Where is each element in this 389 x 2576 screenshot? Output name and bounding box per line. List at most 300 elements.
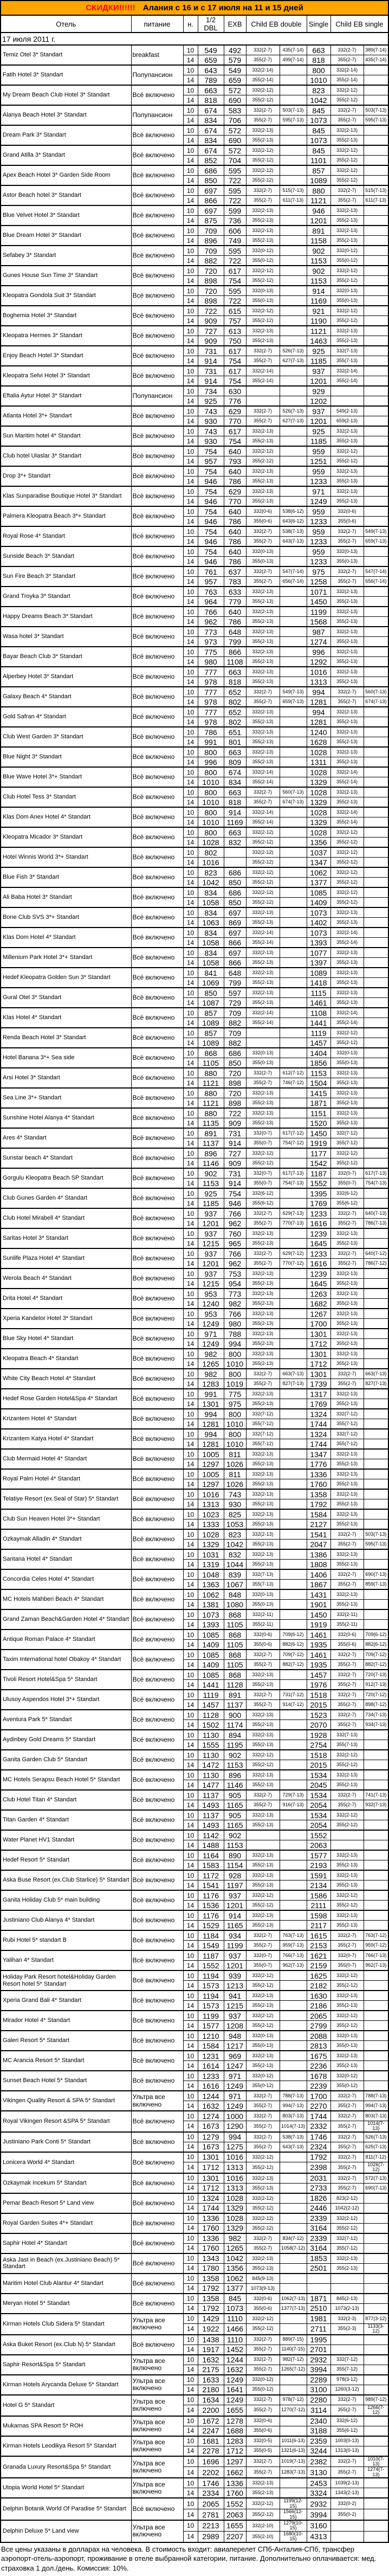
child-eb-double-1-cell: 332(2-13) bbox=[246, 727, 280, 737]
child-eb-double-1-cell: 332(2-14) bbox=[246, 767, 280, 777]
child-eb-single-1-cell bbox=[330, 2345, 364, 2355]
child-eb-single-2-cell bbox=[364, 1810, 388, 1820]
single-cell: 1792 bbox=[307, 1499, 330, 1510]
child-eb-single-2-cell bbox=[364, 205, 388, 216]
child-eb-single-2-cell: 663(7-13) bbox=[364, 1369, 388, 1379]
hotel-name-cell: Sunlife Plaza Hotel 4* Standart bbox=[1, 1248, 131, 1268]
hotel-name-cell: Fatih Hotel 3* Standart bbox=[1, 65, 131, 85]
child-eb-single-2-cell bbox=[364, 396, 388, 407]
single-cell: 929 bbox=[307, 386, 330, 396]
hotel-name-cell: Kirman Hotels Arycanda Deluxe 5* Standart bbox=[1, 2375, 131, 2395]
hotel-name-cell: Meryan Hotel 5* Standart bbox=[1, 2294, 131, 2314]
hotel-row bbox=[1, 185, 388, 196]
child-eb-double-2-cell: 1019(7-13) bbox=[280, 2456, 307, 2467]
single-cell: 1628 bbox=[307, 737, 330, 748]
dbl-cell: 818 bbox=[198, 95, 224, 106]
child-eb-double-2-cell bbox=[280, 1680, 307, 1690]
child-eb-single-2-cell bbox=[364, 1289, 388, 1299]
meals-cell: Всё включено bbox=[131, 286, 183, 306]
child-eb-double-2-cell bbox=[280, 2253, 307, 2264]
dbl-cell: 720 bbox=[198, 286, 224, 296]
child-eb-single-2-cell bbox=[364, 1279, 388, 1289]
child-eb-single-1-cell: 332(2-12) bbox=[330, 1148, 364, 1158]
dbl-cell: 982 bbox=[198, 1369, 224, 1379]
nights-cell: 10 bbox=[183, 1770, 198, 1780]
single-cell: 1108 bbox=[307, 1008, 330, 1018]
child-eb-double-1-cell: 332(2-10) bbox=[246, 2520, 280, 2531]
meals-cell: Всё включено bbox=[131, 2294, 183, 2314]
hotel-name-cell: Club Hotel Tess 3* Standart bbox=[1, 787, 131, 807]
child-eb-single-2-cell: 754(7-13) bbox=[364, 1178, 388, 1189]
single-cell: 1901 bbox=[307, 1600, 330, 1610]
hotel-row bbox=[1, 587, 388, 597]
nights-cell: 14 bbox=[183, 2041, 198, 2051]
exb-cell: 799 bbox=[224, 637, 246, 647]
single-cell: 1169 bbox=[307, 296, 330, 306]
exb-cell: 894 bbox=[224, 1730, 246, 1740]
child-eb-single-2-cell bbox=[364, 1199, 388, 1209]
child-eb-double-2-cell: 1270(7-12) bbox=[280, 2405, 307, 2416]
meals-cell: Всё включено bbox=[131, 1248, 183, 1268]
dbl-cell: 898 bbox=[198, 296, 224, 306]
hotel-name-cell: Ozkaymak Alladin 4* Standart bbox=[1, 1529, 131, 1549]
dbl-cell: 1780 bbox=[198, 2263, 224, 2274]
child-eb-single-2-cell: 1133(3-12) bbox=[364, 2323, 388, 2334]
exb-cell: 900 bbox=[224, 1710, 246, 1720]
exb-cell: 896 bbox=[224, 1770, 246, 1780]
nights-cell: 14 bbox=[183, 2426, 198, 2436]
child-eb-double-1-cell: 355(2-13) bbox=[246, 2061, 280, 2071]
single-cell: 1089 bbox=[307, 176, 330, 186]
hotel-name-cell: MC Hotels Mahberi Beach 4* Standart bbox=[1, 1589, 131, 1609]
nights-cell: 14 bbox=[183, 878, 198, 888]
child-eb-single-1-cell: 332(2-13) bbox=[330, 1268, 364, 1279]
child-eb-double-1-cell: 355(2-13) bbox=[246, 216, 280, 226]
exb-cell: 1165 bbox=[224, 1800, 246, 1811]
child-eb-double-2-cell: 770(7-13) bbox=[280, 1219, 307, 1229]
single-cell: 3994 bbox=[307, 2365, 330, 2375]
nights-cell: 10 bbox=[183, 1208, 198, 1219]
dbl-cell: 953 bbox=[198, 1309, 224, 1319]
meals-cell: Всё включено bbox=[131, 587, 183, 607]
hotel-row bbox=[1, 1589, 388, 1600]
hotel-row bbox=[1, 326, 388, 336]
exb-cell: 866 bbox=[224, 938, 246, 948]
single-cell: 2015 bbox=[307, 1700, 330, 1710]
child-eb-single-1-cell: 355(2-13) bbox=[330, 1499, 364, 1510]
nights-cell: 10 bbox=[183, 1991, 198, 2001]
child-eb-single-1-cell: 355(2-7) bbox=[330, 1219, 364, 1229]
single-cell: 1995 bbox=[307, 2335, 330, 2345]
child-eb-single-1-cell bbox=[330, 2274, 364, 2284]
single-cell: 1301 bbox=[307, 1329, 330, 1339]
dbl-cell: 930 bbox=[198, 436, 224, 447]
child-eb-double-2-cell: 803(7-13) bbox=[280, 2111, 307, 2121]
child-eb-double-2-cell: 882(7-12) bbox=[280, 1660, 307, 1670]
single-cell: 921 bbox=[307, 306, 330, 316]
child-eb-single-1-cell: 355(7-12) bbox=[330, 1439, 364, 1450]
child-eb-double-2-cell: 1140(7-15) bbox=[280, 2345, 307, 2355]
meals-cell: Всё включено bbox=[131, 1048, 183, 1068]
nights-cell: 10 bbox=[183, 1609, 198, 1620]
child-eb-single-2-cell bbox=[364, 1499, 388, 1510]
child-eb-single-2-cell bbox=[364, 2416, 388, 2426]
single-cell: 2054 bbox=[307, 1820, 330, 1831]
child-eb-single-2-cell bbox=[364, 1339, 388, 1349]
child-eb-double-2-cell bbox=[280, 1048, 307, 1058]
hotel-name-cell: Club hotel Ulaslar 3* Standart bbox=[1, 446, 131, 466]
child-eb-double-1-cell: 355(2-13) bbox=[246, 1540, 280, 1550]
child-eb-single-1-cell: 1003(0-13) bbox=[330, 2436, 364, 2446]
exb-cell: 606 bbox=[224, 226, 246, 236]
child-eb-double-2-cell bbox=[280, 2152, 307, 2162]
child-eb-double-1-cell: 332(2-14) bbox=[246, 928, 280, 938]
child-eb-single-2-cell: 1026(7-12) bbox=[364, 2162, 388, 2173]
child-eb-single-1-cell: 355(2-13) bbox=[330, 757, 364, 768]
child-eb-double-1-cell: 355(2-7) bbox=[246, 697, 280, 707]
hotel-name-cell: Aydinbey Gold Dreams 5* Standart bbox=[1, 1730, 131, 1750]
child-eb-single-1-cell: 332(2-14) bbox=[330, 928, 364, 938]
exb-cell: 633 bbox=[224, 587, 246, 597]
child-eb-double-2-cell bbox=[280, 1299, 307, 1309]
child-eb-double-1-cell: 355(2-12) bbox=[246, 838, 280, 848]
child-eb-double-2-cell: 1321(6-13) bbox=[280, 2446, 307, 2456]
child-eb-double-1-cell: 355(2-12) bbox=[246, 1981, 280, 1991]
child-eb-double-1-cell: 355(2-13) bbox=[246, 1279, 280, 1289]
child-eb-double-1-cell: 332(2-13) bbox=[246, 2253, 280, 2264]
child-eb-double-2-cell bbox=[280, 587, 307, 597]
dbl-cell: 2334 bbox=[198, 2488, 224, 2498]
exb-cell: 637 bbox=[224, 566, 246, 577]
child-eb-double-2-cell bbox=[280, 1008, 307, 1018]
child-eb-single-1-cell: 355(7-12) bbox=[330, 2243, 364, 2253]
exb-cell: 1153 bbox=[224, 1760, 246, 1770]
exb-cell: 832 bbox=[224, 838, 246, 848]
child-eb-single-1-cell: 332(2-12) bbox=[330, 85, 364, 95]
single-cell: 1292 bbox=[307, 657, 330, 667]
meals-cell: Всё включено bbox=[131, 948, 183, 968]
hotel-row bbox=[1, 1449, 388, 1459]
child-eb-double-2-cell bbox=[280, 466, 307, 476]
dbl-cell: 996 bbox=[198, 757, 224, 768]
hotel-name-cell: Justiniano Park Conti 5* Standart bbox=[1, 2132, 131, 2152]
exb-cell: 898 bbox=[224, 1078, 246, 1089]
child-eb-double-1-cell: 332(2-13) bbox=[246, 1910, 280, 1921]
child-eb-double-2-cell bbox=[280, 1309, 307, 1319]
nights-cell: 10 bbox=[183, 466, 198, 476]
child-eb-single-1-cell: 355(2-7) bbox=[330, 196, 364, 206]
child-eb-single-1-cell: 332(2-13) bbox=[330, 1289, 364, 1299]
exb-cell: 1067 bbox=[224, 1580, 246, 1590]
child-eb-single-1-cell: 332(7-12) bbox=[330, 1429, 364, 1439]
child-eb-double-1-cell: 355(2-12) bbox=[246, 858, 280, 868]
banner-row bbox=[1, 1, 388, 15]
exb-cell: 914 bbox=[224, 1910, 246, 1921]
child-eb-double-1-cell: 332(2-13) bbox=[246, 326, 280, 336]
nights-cell: 14 bbox=[183, 1881, 198, 1891]
hotel-name-cell: Titan Garden 4* Standart bbox=[1, 1810, 131, 1830]
child-eb-double-2-cell bbox=[280, 316, 307, 326]
single-cell: 1712 bbox=[307, 1359, 330, 1369]
child-eb-double-2-cell bbox=[280, 757, 307, 768]
exb-cell: 686 bbox=[224, 867, 246, 878]
child-eb-double-1-cell: 355(0-7) bbox=[246, 1961, 280, 1971]
child-eb-double-1-cell: 355(2-7) bbox=[246, 356, 280, 366]
hotel-row bbox=[1, 1048, 388, 1058]
child-eb-double-2-cell: 538(6-12) bbox=[280, 506, 307, 517]
nights-cell: 14 bbox=[183, 497, 198, 507]
child-eb-double-1-cell: 332(2-7) bbox=[246, 1208, 280, 1219]
exb-cell: 1655 bbox=[224, 2405, 246, 2416]
child-eb-double-2-cell bbox=[280, 1419, 307, 1429]
child-eb-double-2-cell: 709(6-12) bbox=[280, 1630, 307, 1640]
child-eb-single-1-cell: 332(0-12) bbox=[330, 2071, 364, 2081]
single-cell: 1534 bbox=[307, 1770, 330, 1780]
child-eb-double-1-cell: 332(2-7) bbox=[246, 2335, 280, 2345]
child-eb-single-1-cell: 355(2-12) bbox=[330, 838, 364, 848]
child-eb-single-2-cell bbox=[364, 216, 388, 226]
hotel-name-cell: Klas Sunparadise Boutique Hotel 3* Standart bbox=[1, 486, 131, 506]
hotel-name-cell: Krizantem Katya Hotel 4* Standart bbox=[1, 1429, 131, 1449]
child-eb-single-1-cell bbox=[330, 1830, 364, 1840]
child-eb-single-2-cell bbox=[364, 2011, 388, 2021]
dbl-cell: 777 bbox=[198, 687, 224, 697]
exb-cell: 801 bbox=[224, 737, 246, 748]
dbl-cell: 1187 bbox=[198, 1950, 224, 1961]
single-cell: 1115 bbox=[307, 988, 330, 998]
child-eb-double-1-cell: 332(2-13) bbox=[246, 1389, 280, 1399]
dbl-cell: 1194 bbox=[198, 1970, 224, 1981]
exb-cell: 868 bbox=[224, 1670, 246, 1680]
nights-cell: 10 bbox=[183, 266, 198, 276]
single-cell: 3244 bbox=[307, 2446, 330, 2456]
child-eb-double-1-cell: 332(0-13) bbox=[246, 546, 280, 557]
exb-cell: 690 bbox=[224, 95, 246, 106]
hotel-row bbox=[1, 2335, 388, 2345]
exb-cell: 850 bbox=[224, 878, 246, 888]
exb-cell: 948 bbox=[224, 2031, 246, 2041]
child-eb-double-2-cell: 499(7-14) bbox=[280, 55, 307, 66]
single-cell: 1744 bbox=[307, 2111, 330, 2121]
nights-cell: 14 bbox=[183, 2531, 198, 2542]
hotel-row bbox=[1, 2498, 388, 2509]
hotel-row bbox=[1, 1188, 388, 1199]
hotel-name-cell: Wasa hotel 3* Standart bbox=[1, 627, 131, 647]
hotel-row bbox=[1, 1068, 388, 1078]
child-eb-double-1-cell: 332(2-7) bbox=[246, 185, 280, 196]
nights-cell: 10 bbox=[183, 125, 198, 136]
hotel-row bbox=[1, 105, 388, 115]
child-eb-single-2-cell bbox=[364, 436, 388, 447]
child-eb-single-2-cell bbox=[364, 2498, 388, 2509]
dbl-cell: 743 bbox=[198, 426, 224, 436]
child-eb-double-2-cell: 656(7-14) bbox=[280, 577, 307, 587]
child-eb-double-2-cell bbox=[280, 1279, 307, 1289]
single-cell: 1853 bbox=[307, 2253, 330, 2264]
single-cell: 880 bbox=[307, 185, 330, 196]
child-eb-single-1-cell: 355(2-13) bbox=[330, 998, 364, 1008]
dbl-cell: 2781 bbox=[198, 2509, 224, 2520]
child-eb-single-1-cell: 332(2-7) bbox=[330, 2132, 364, 2142]
nights-cell: 10 bbox=[183, 687, 198, 697]
nights-cell: 14 bbox=[183, 978, 198, 988]
nights-cell: 14 bbox=[183, 1299, 198, 1309]
single-cell: 1976 bbox=[307, 1680, 330, 1690]
nights-cell: 10 bbox=[183, 1750, 198, 1760]
child-eb-single-2-cell bbox=[364, 1048, 388, 1058]
child-eb-single-1-cell: 332(2-7) bbox=[330, 1670, 364, 1680]
single-cell: 1450 bbox=[307, 597, 330, 607]
exb-cell: 905 bbox=[224, 1810, 246, 1820]
exb-cell: 930 bbox=[224, 1499, 246, 1510]
dbl-cell: 1265 bbox=[198, 1359, 224, 1369]
child-eb-double-1-cell: 332(0-12) bbox=[246, 2071, 280, 2081]
child-eb-single-1-cell: 355(2-3) bbox=[330, 2323, 364, 2334]
child-eb-double-1-cell: 332(2-13) bbox=[246, 1509, 280, 1519]
hotel-row bbox=[1, 1268, 388, 1279]
single-cell: 2088 bbox=[307, 2031, 330, 2041]
exb-cell: 969 bbox=[224, 2051, 246, 2061]
child-eb-single-1-cell: 355(2-13) bbox=[330, 1339, 364, 1349]
child-eb-double-2-cell bbox=[280, 266, 307, 276]
dbl-cell: 980 bbox=[198, 657, 224, 667]
child-eb-double-2-cell bbox=[280, 878, 307, 888]
nights-cell: 14 bbox=[183, 1339, 198, 1349]
single-cell: 2340 bbox=[307, 2416, 330, 2426]
child-eb-double-1-cell: 332(0-13) bbox=[246, 286, 280, 296]
nights-cell: 14 bbox=[183, 777, 198, 788]
child-eb-single-2-cell bbox=[364, 1509, 388, 1519]
dbl-cell: 1215 bbox=[198, 1279, 224, 1289]
child-eb-single-2-cell bbox=[364, 817, 388, 828]
child-eb-double-2-cell bbox=[280, 1569, 307, 1580]
child-eb-double-1-cell: 332(2-12) bbox=[246, 165, 280, 176]
child-eb-double-1-cell: 355(2-14) bbox=[246, 75, 280, 86]
dbl-cell: 937 bbox=[198, 1228, 224, 1239]
child-eb-single-1-cell: 332(2-7) bbox=[330, 1369, 364, 1379]
child-eb-double-2-cell bbox=[280, 2193, 307, 2204]
single-cell: 1409 bbox=[307, 898, 330, 908]
single-cell: 1151 bbox=[307, 1108, 330, 1118]
dbl-cell: 1215 bbox=[198, 1239, 224, 1249]
meals-cell: Всё включено bbox=[131, 1730, 183, 1750]
child-eb-double-1-cell: 355(2-11) bbox=[246, 1620, 280, 1630]
hotel-row bbox=[1, 446, 388, 456]
nights-cell: 10 bbox=[183, 566, 198, 577]
nights-cell: 14 bbox=[183, 2405, 198, 2416]
exb-cell: 572 bbox=[224, 145, 246, 156]
meals-cell: Всё включено bbox=[131, 566, 183, 587]
child-eb-double-1-cell: 332(2-7) bbox=[246, 2132, 280, 2142]
child-eb-double-2-cell bbox=[280, 246, 307, 256]
meals-cell: Всё включено bbox=[131, 1409, 183, 1429]
exb-cell: 617 bbox=[224, 266, 246, 276]
child-eb-double-2-cell bbox=[280, 1881, 307, 1891]
single-cell: 1415 bbox=[307, 1088, 330, 1098]
dbl-cell: 1283 bbox=[198, 1379, 224, 1389]
child-eb-double-2-cell bbox=[280, 256, 307, 266]
hotel-name-cell: Palmera Kleopatra Beach 3*+ Standart bbox=[1, 506, 131, 526]
single-cell bbox=[307, 2274, 330, 2284]
child-eb-single-1-cell: 355(2-13) bbox=[330, 476, 364, 487]
child-eb-single-1-cell: 332(2-7) bbox=[330, 45, 364, 55]
single-cell: 1598 bbox=[307, 1910, 330, 1921]
dbl-cell: 896 bbox=[198, 1148, 224, 1158]
nights-cell: 10 bbox=[183, 2436, 198, 2446]
child-eb-single-2-cell bbox=[364, 2243, 388, 2253]
nights-cell: 14 bbox=[183, 456, 198, 467]
child-eb-double-2-cell bbox=[280, 65, 307, 75]
child-eb-single-2-cell bbox=[364, 426, 388, 436]
single-cell: 1073 bbox=[307, 136, 330, 146]
child-eb-single-2-cell: 959(7-12) bbox=[364, 1941, 388, 1951]
nights-cell: 14 bbox=[183, 1319, 198, 1329]
exb-cell: 1201 bbox=[224, 1901, 246, 1911]
hotel-row bbox=[1, 1008, 388, 1018]
hotel-name-cell: My Dream Beach Club Hotel 3* Standart bbox=[1, 85, 131, 105]
child-eb-double-1-cell: 332(0-13) bbox=[246, 1048, 280, 1058]
meals-cell: Всё включено bbox=[131, 125, 183, 145]
dbl-cell: 1712 bbox=[198, 2183, 224, 2193]
single-cell: 2932 bbox=[307, 2498, 330, 2509]
hotel-row bbox=[1, 1630, 388, 1640]
child-eb-single-1-cell: 332(2-13) bbox=[330, 1088, 364, 1098]
child-eb-single-2-cell: 709(6-12) bbox=[364, 1630, 388, 1640]
child-eb-double-2-cell bbox=[280, 1549, 307, 1560]
dbl-cell: 852 bbox=[198, 156, 224, 166]
dbl-cell: 868 bbox=[198, 1048, 224, 1058]
child-eb-single-2-cell: 989(7-12) bbox=[364, 2395, 388, 2405]
dbl-cell: 1673 bbox=[198, 2121, 224, 2132]
child-eb-double-2-cell bbox=[280, 95, 307, 106]
child-eb-double-2-cell bbox=[280, 1750, 307, 1760]
nights-cell: 14 bbox=[183, 1038, 198, 1048]
child-eb-single-1-cell: 355(2-13) bbox=[330, 1118, 364, 1129]
exb-cell: 595 bbox=[224, 286, 246, 296]
child-eb-double-1-cell: 355(2-12) bbox=[246, 316, 280, 326]
meals-cell: Полупансион bbox=[131, 105, 183, 125]
meals-cell: Всё включено bbox=[131, 767, 183, 787]
dbl-cell: 2989 bbox=[198, 2531, 224, 2542]
child-eb-double-1-cell: 332(2-13) bbox=[246, 205, 280, 216]
hotel-row bbox=[1, 546, 388, 557]
child-eb-single-2-cell bbox=[364, 1068, 388, 1078]
hotel-row bbox=[1, 1650, 388, 1660]
child-eb-double-2-cell bbox=[280, 2203, 307, 2213]
hotel-name-cell: Gorgulu Kleopatra Beach SP Standart bbox=[1, 1168, 131, 1188]
hotel-name-cell: Gural Otel 3* Standart bbox=[1, 988, 131, 1008]
child-eb-single-1-cell bbox=[330, 386, 364, 396]
banner-subtitle: Алания с 16 и с 17 июля на 11 и 15 дней bbox=[142, 3, 303, 12]
dbl-cell: 937 bbox=[198, 1208, 224, 1219]
child-eb-single-1-cell: 332(2-13) bbox=[330, 1549, 364, 1560]
single-cell: 1062 bbox=[307, 867, 330, 878]
hotel-name-cell: Club Mermaid Hotel 4* Standart bbox=[1, 1449, 131, 1469]
hotel-row bbox=[1, 1309, 388, 1319]
child-eb-single-1-cell: 332(2-3) bbox=[330, 2314, 364, 2324]
exb-cell: 1201 bbox=[224, 1961, 246, 1971]
child-eb-double-1-cell: 332(2-13) bbox=[246, 647, 280, 657]
hotel-row bbox=[1, 1991, 388, 2001]
dbl-cell: 1089 bbox=[198, 1038, 224, 1048]
child-eb-single-1-cell: 355(2-13) bbox=[330, 1780, 364, 1791]
child-eb-double-2-cell bbox=[280, 296, 307, 306]
nights-cell: 14 bbox=[183, 2021, 198, 2031]
hotel-row bbox=[1, 787, 388, 797]
col-header-single: Single bbox=[307, 15, 330, 33]
child-eb-single-2-cell bbox=[364, 1740, 388, 1750]
nights-cell: 14 bbox=[183, 938, 198, 948]
